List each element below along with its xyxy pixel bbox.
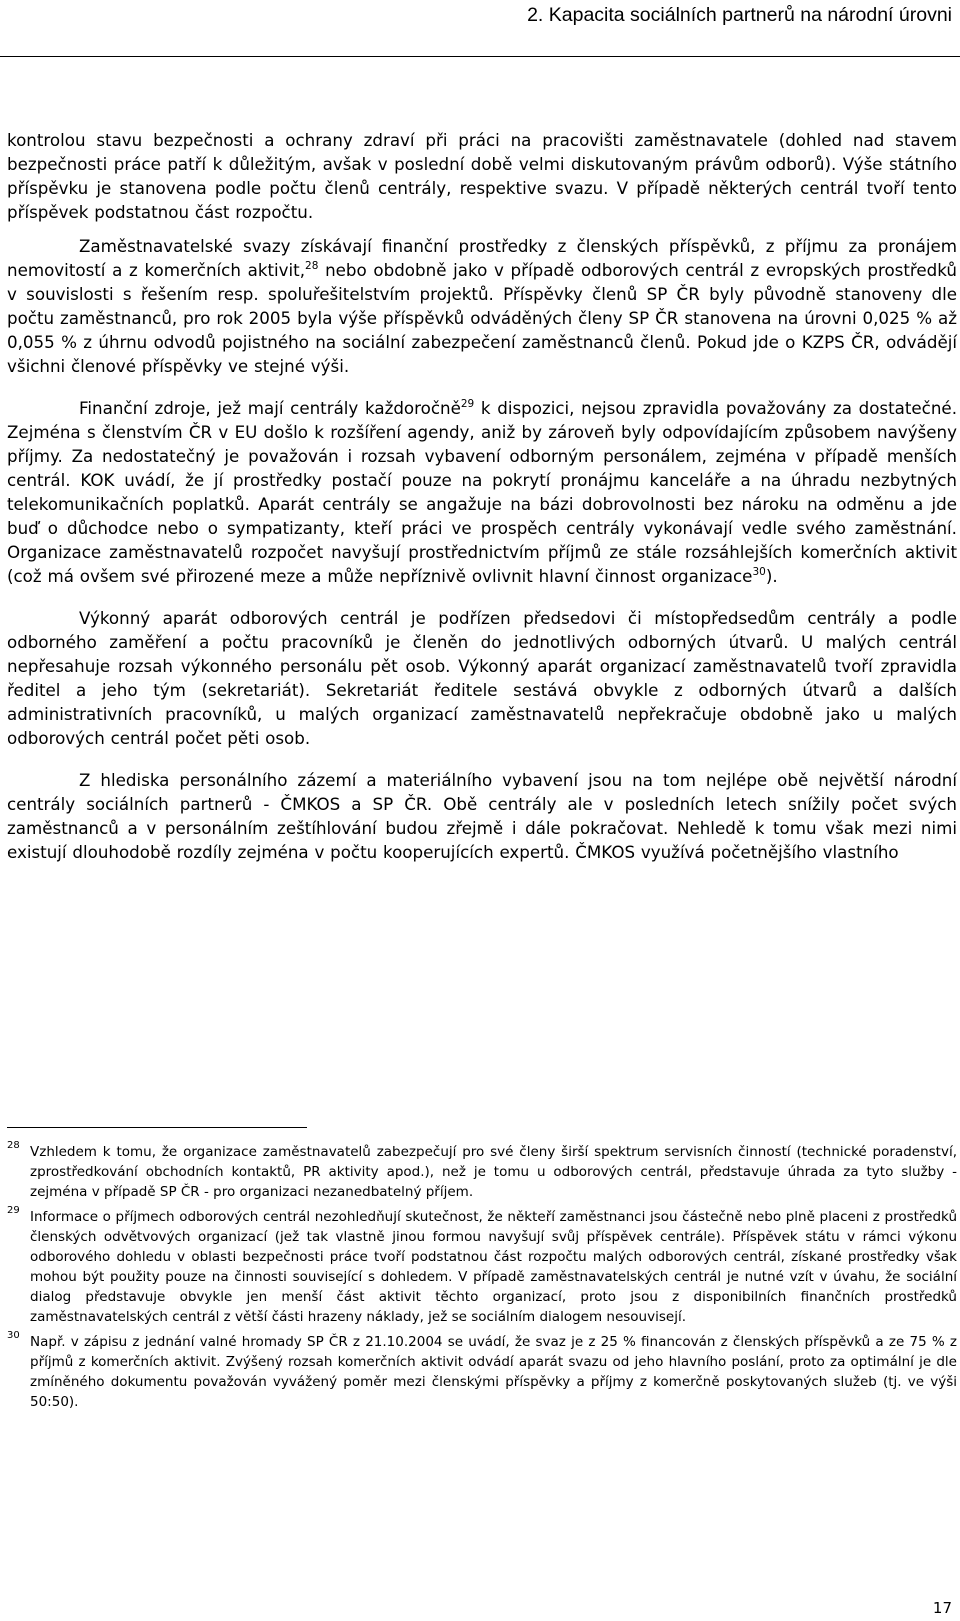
footnote-separator [7,1127,307,1128]
footnote [7,1332,957,1412]
main-text [7,128,957,864]
footnote-number: 30 [7,1330,20,1341]
footnote-text: Vzhledem k tomu, že organizace zaměstnavatelů zabezpečují pro své členy širší spektrum servisních činností (technické poradenství, zprostředkování obchodních kontaktů, PR aktivity apod.), než je tomu u odborových centrál, představuje úhrada za tyto služby - zejména v případě SP ČR - pro organizaci nezanedbatelný příjem. [30,1144,957,1200]
paragraph [7,234,957,378]
footnote-text: Např. v zápisu z jednání valné hromady SP ČR z 21.10.2004 se uvádí, že svaz je z 25 % financován z členských příspěvků a ze 75 % z příjmů z komerčních aktivit. Zvýšený rozsah komerčních aktivit odvádí aparát svazu od jeho hlavního poslání, proto za optimální je dle zmíněného dokumentu považován vyvážený poměr mezi členskými příspěvky a příjmy z komerčně poskytovaných služeb (tj. ve výši 50:50). [30,1334,957,1410]
paragraph [7,396,957,588]
paragraph-text: Zaměstnavatelské svazy získávají finanční prostředky z členských příspěvků, z příjmu za pronájem nemovitostí a z komerčních aktivit, [7,236,957,280]
paragraph: Z hlediska personálního zázemí a materiálního vybavení jsou na tom nejlépe obě největší národní centrály sociálních partnerů - ČMKOS a SP ČR. Obě centrály ale v posledních letech snížily počet svých zaměstnanců a v personálním zeštíhlování budou zřejmě i dále pokračovat. Nehledě k tomu však mezi nimi existují dlouhodobě rozdíly zejména v počtu kooperujících expertů. ČMKOS využívá početnějšího vlastního [7,770,957,862]
footnote [7,1207,957,1327]
paragraph-text: k dispozici, nejsou zpravidla považovány za dostatečné. Zejména s členstvím ČR v EU došlo k rozšíření agendy, aniž by zároveň byly odpovídajícím způsobem navýšeny příjmy. Za nedostatečný je považován i rozsah vybavení odborným personálem, zejména v případě menších centrál. KOK uvádí, že jí prostředky postačí pouze na pokrytí pronájmu kanceláře a na úhradu nezbytných telekomunikačních poplatků. Aparát centrály se angažuje na bázi dobrovolnosti bez nároku na odměnu a jde buď o důchodce nebo o sympatizanty, kteří práci ve prospěch centrály vykonávají vedle svého zaměstnání. Organizace zaměstnavatelů rozpočet navyšují prostřednictvím příjmů ze stále rozsáhlejších komerčních aktivit (což má ovšem své přirozené meze a může nepříznivě ovlivnit hlavní činnost organizace [7,398,957,586]
paragraph-text: nebo obdobně jako v případě odborových centrál z evropských prostředků v souvislosti s řešením resp. spoluřešitelstvím projektů. Příspěvky členů SP ČR byly původně stanoveny dle počtu zaměstnanců, pro rok 2005 byla výše příspěvků odváděných členy SP ČR stanovena na úrovni 0,025 % až 0,055 % z úhrnu odvodů pojistného na sociální zabezpečení zaměstnanců členů. Pokud jde o KZPS ČR, odvádějí všichni členové příspěvky ve stejné výši. [7,260,957,376]
paragraph-text: ). [765,566,778,586]
paragraph: kontrolou stavu bezpečnosti a ochrany zdraví při práci na pracovišti zaměstnavatele (dohled nad stavem bezpečnosti práce patří k důležitým, avšak v poslední době velmi diskutovaným právům odborů). Výše státního příspěvku je stanovena podle počtu členů centrály, respektive svazu. V případě některých centrál tvoří tento příspěvek podstatnou část rozpočtu. [7,130,957,222]
footnote-reference: 30 [752,566,766,578]
header-divider [0,56,960,57]
footnote-number: 28 [7,1140,20,1151]
paragraph: Výkonný aparát odborových centrál je podřízen předsedovi či místopředsedům centrály a podle odborného zaměření a počtu pracovníků je členěn do jednotlivých odborných útvarů. U malých centrál nepřesahuje rozsah výkonného personálu pět osob. Výkonný aparát organizací zaměstnavatelů tvoří zpravidla ředitel a jeho tým (sekretariát). Sekretariát ředitele sestává obvykle z odborných útvarů a dalších administrativních pracovníků, u malých organizací zaměstnavatelů nepřekračuje obdobně jako u malých odborových centrál počet pěti osob. [7,608,957,748]
footnote-text: Informace o příjmech odborových centrál nezohledňují skutečnost, že někteří zaměstnanci jsou částečně nebo plně placeni z prostředků členských odvětvových organizací (jež tak vlastně jinou formou navyšují svůj příspěvek centrále). Příspěvek státu v rámci výkonu odborového dohledu v oblasti bezpečnosti práce tvoří podstatnou část rozpočtu malých odborových centrál, získané prostředky však mohou být použity pouze na činnosti související s dohledem. V případě zaměstnavatelských centrál je nutné vzít v úvahu, že sociální dialog představuje obvykle jen menší část aktivit těchto organizací, proto jsou z disponibilních finančních prostředků zaměstnavatelských centrál z větší části hrazeny náklady, jež se sociálním dialogem nesouvisejí. [30,1209,957,1325]
paragraph-text: Finanční zdroje, jež mají centrály každoročně [79,398,461,418]
footnote-number: 29 [7,1205,20,1216]
footnote-reference: 28 [305,260,319,272]
footnote-reference: 29 [460,398,475,410]
running-header: 2. Kapacita sociálních partnerů na národní úrovni [527,4,952,26]
page-number: 17 [932,1599,952,1617]
footnote [7,1142,957,1202]
footnotes [7,1142,957,1417]
